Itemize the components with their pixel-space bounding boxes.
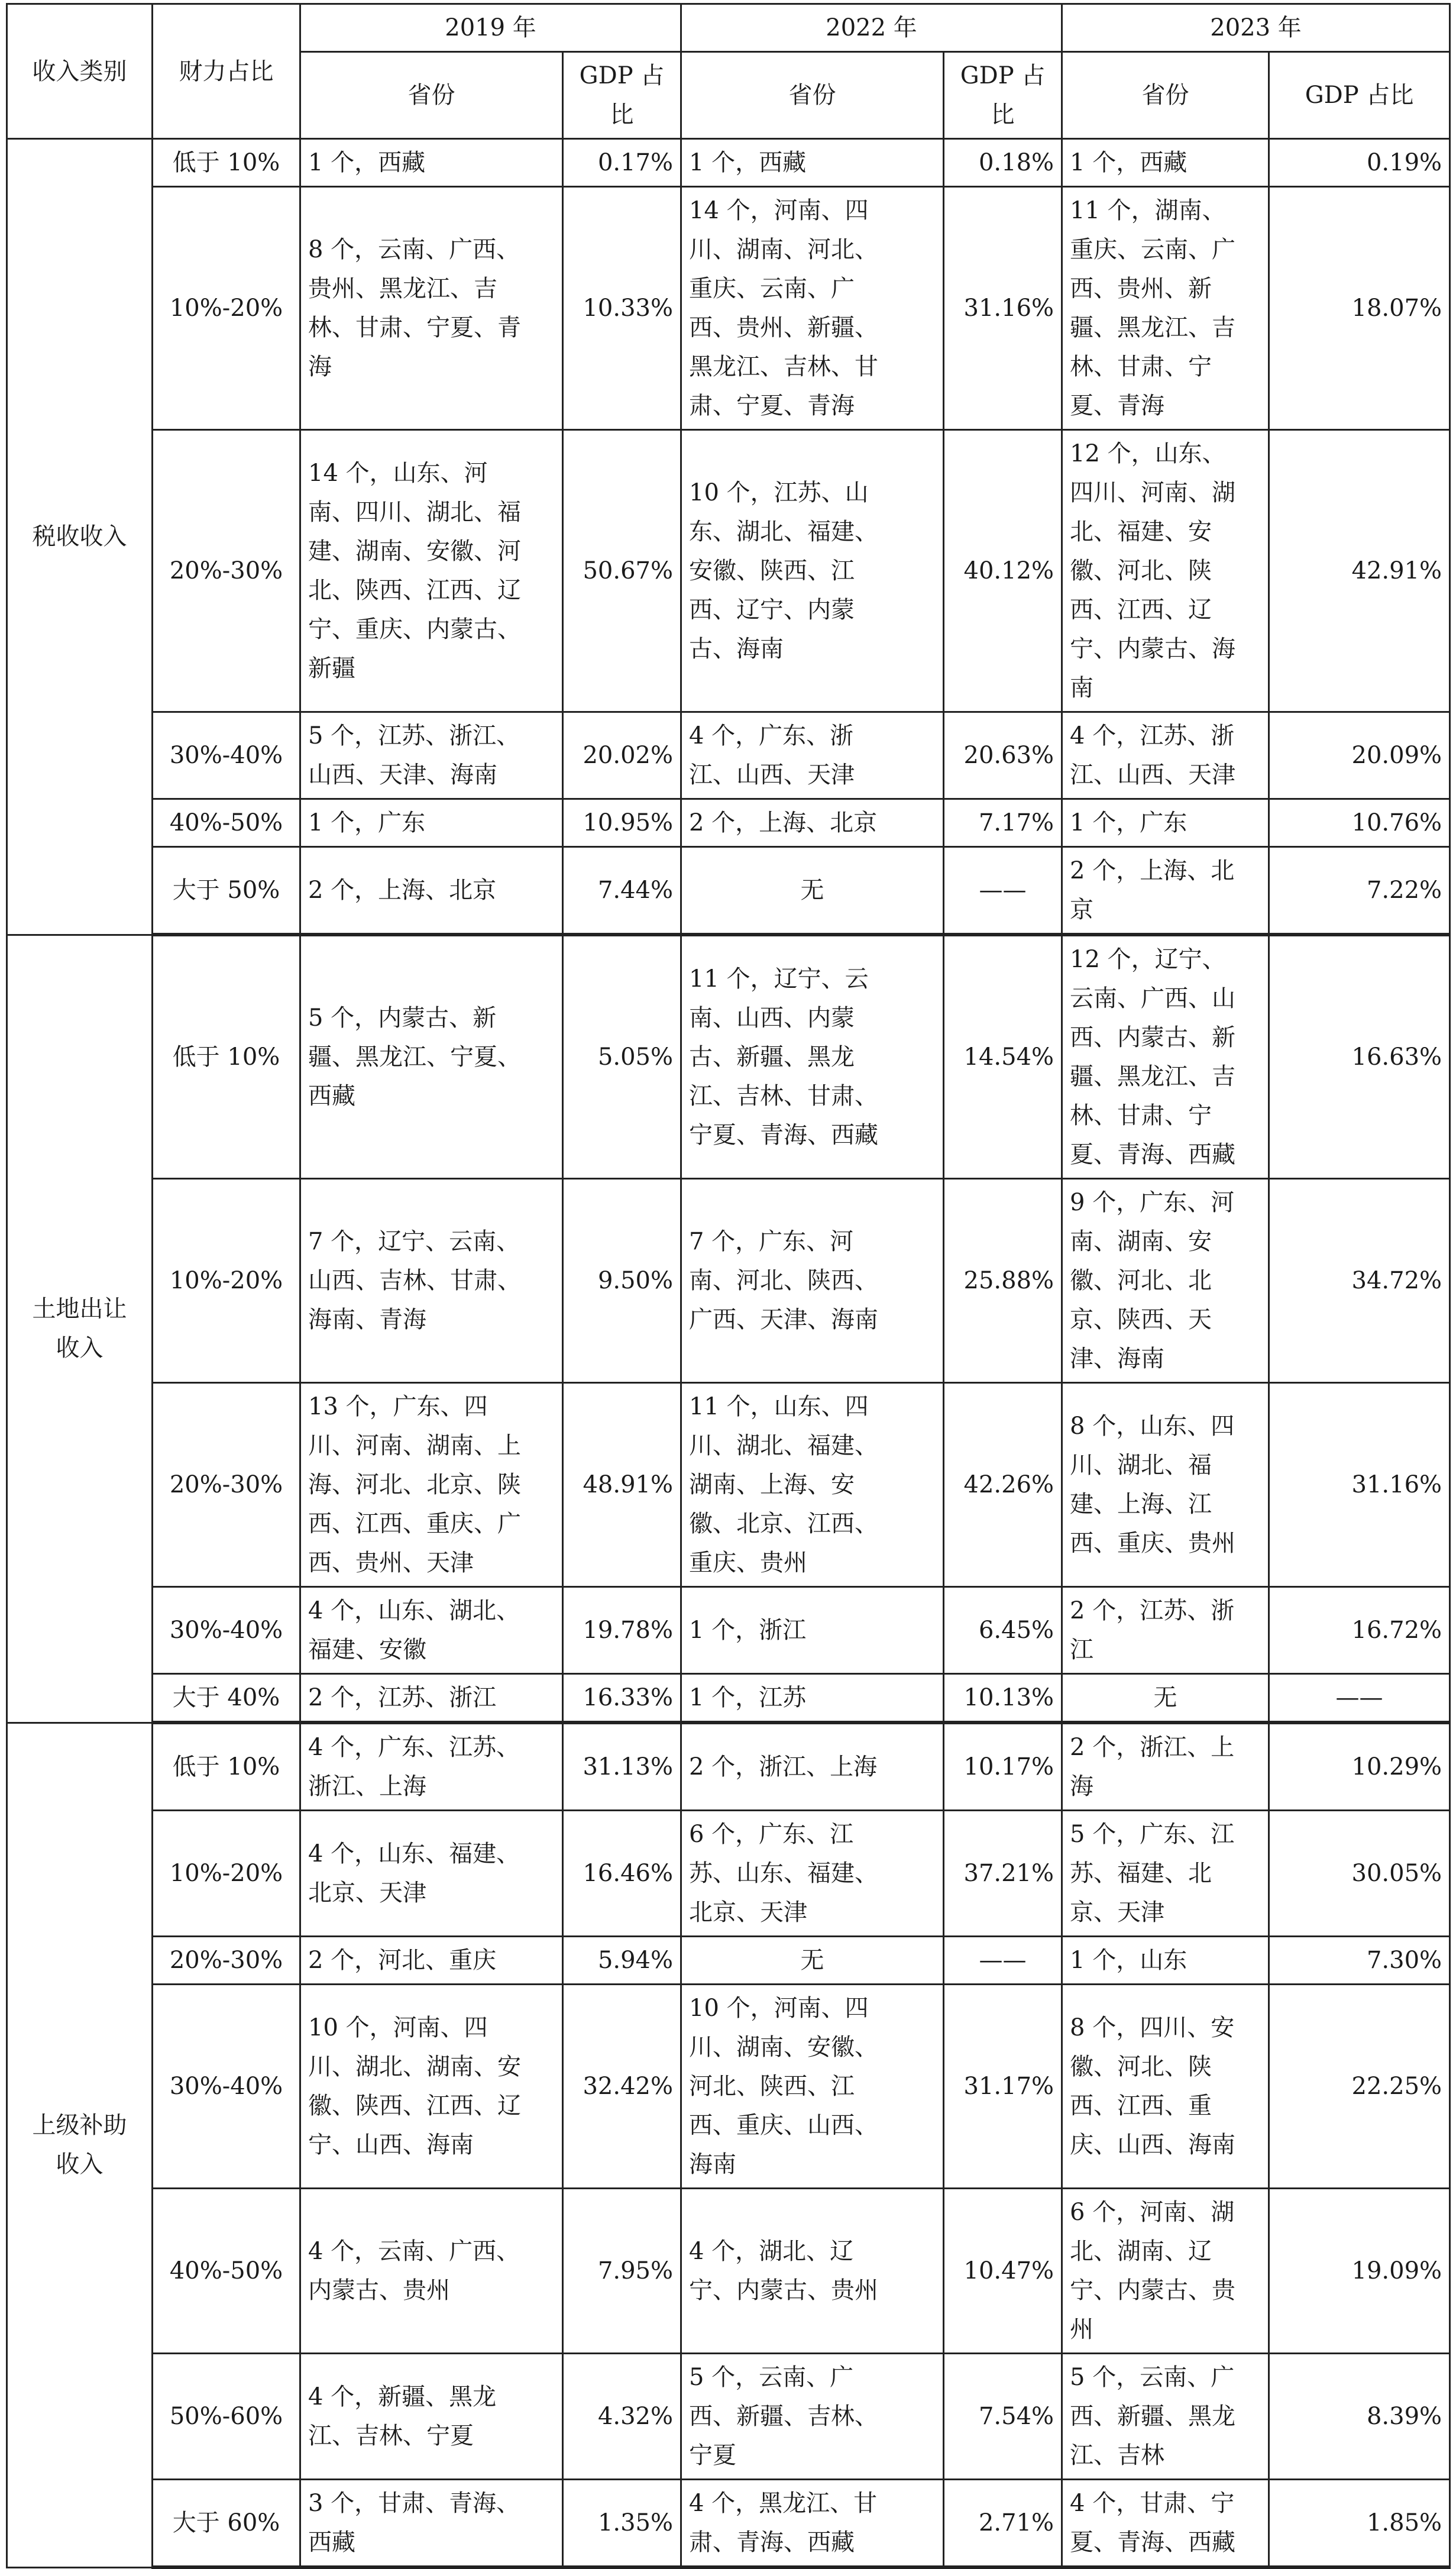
table-row bbox=[7, 139, 1450, 187]
province-list-2022: 1 个，江苏 bbox=[681, 1674, 944, 1723]
gdp-share-2019: 10.95% bbox=[563, 799, 681, 847]
gdp-share-2022: 10.17% bbox=[944, 1723, 1062, 1811]
province-list-2019: 1 个，广东 bbox=[300, 799, 563, 847]
province-list-2019: 4 个，新疆、黑龙 江、吉林、宁夏 bbox=[300, 2354, 563, 2480]
table-row bbox=[7, 799, 1450, 847]
header-province-2023: 省份 bbox=[1062, 52, 1269, 139]
header-province-2022: 省份 bbox=[681, 52, 944, 139]
ratio-range: 低于 10% bbox=[153, 1723, 300, 1811]
province-list-2019: 10 个，河南、四 川、湖北、湖南、安 徽、陕西、江西、辽 宁、山西、海南 bbox=[300, 1985, 563, 2189]
province-list-2023: 1 个，广东 bbox=[1062, 799, 1269, 847]
gdp-share-2022: 7.54% bbox=[944, 2354, 1062, 2480]
gdp-share-2022: 25.88% bbox=[944, 1179, 1062, 1383]
gdp-share-2019: 9.50% bbox=[563, 1179, 681, 1383]
header-province-2019: 省份 bbox=[300, 52, 563, 139]
header-row-years bbox=[7, 4, 1450, 52]
gdp-share-2019: 1.35% bbox=[563, 2480, 681, 2568]
table-row bbox=[7, 1587, 1450, 1674]
ratio-range: 低于 10% bbox=[153, 139, 300, 187]
gdp-share-2023: 22.25% bbox=[1269, 1985, 1450, 2189]
gdp-share-2023: 16.63% bbox=[1269, 935, 1450, 1179]
fiscal-table-container bbox=[6, 3, 1449, 2556]
gdp-share-2022: 40.12% bbox=[944, 430, 1062, 712]
province-list-2023: 5 个，广东、江 苏、福建、北 京、天津 bbox=[1062, 1811, 1269, 1937]
ratio-range: 30%-40% bbox=[153, 1985, 300, 2189]
gdp-share-2023: 1.85% bbox=[1269, 2480, 1450, 2568]
table-row bbox=[7, 712, 1450, 799]
gdp-share-2022: 20.63% bbox=[944, 712, 1062, 799]
table-row bbox=[7, 187, 1450, 430]
province-list-2022: 4 个，湖北、辽 宁、内蒙古、贵州 bbox=[681, 2189, 944, 2354]
gdp-share-2019: 0.17% bbox=[563, 139, 681, 187]
gdp-share-2022: 7.17% bbox=[944, 799, 1062, 847]
fiscal-revenue-table bbox=[6, 3, 1451, 2569]
province-list-2022: 14 个，河南、四 川、湖南、河北、 重庆、云南、广 西、贵州、新疆、 黑龙江、吉林、甘 肃、宁夏、青海 bbox=[681, 187, 944, 430]
gdp-share-2019: 16.33% bbox=[563, 1674, 681, 1723]
table-row bbox=[7, 935, 1450, 1179]
gdp-share-2019: 5.05% bbox=[563, 935, 681, 1179]
province-list-2022: 无 bbox=[681, 847, 944, 935]
gdp-share-2022: 0.18% bbox=[944, 139, 1062, 187]
province-list-2023: 1 个，西藏 bbox=[1062, 139, 1269, 187]
province-list-2019: 4 个，山东、福建、 北京、天津 bbox=[300, 1811, 563, 1937]
province-list-2022: 1 个，浙江 bbox=[681, 1587, 944, 1674]
table-row bbox=[7, 1383, 1450, 1587]
gdp-share-2023: 8.39% bbox=[1269, 2354, 1450, 2480]
province-list-2023: 9 个，广东、河 南、湖南、安 徽、河北、北 京、陕西、天 津、海南 bbox=[1062, 1179, 1269, 1383]
province-list-2022: 10 个，河南、四 川、湖南、安徽、 河北、陕西、江 西、重庆、山西、 海南 bbox=[681, 1985, 944, 2189]
category-label: 税收收入 bbox=[7, 139, 153, 935]
province-list-2023: 4 个，江苏、浙 江、山西、天津 bbox=[1062, 712, 1269, 799]
province-list-2022: 10 个，江苏、山 东、湖北、福建、 安徽、陕西、江 西、辽宁、内蒙 古、海南 bbox=[681, 430, 944, 712]
ratio-range: 20%-30% bbox=[153, 1937, 300, 1985]
ratio-range: 30%-40% bbox=[153, 1587, 300, 1674]
ratio-range: 大于 50% bbox=[153, 847, 300, 935]
ratio-range: 20%-30% bbox=[153, 430, 300, 712]
gdp-share-2022: 10.13% bbox=[944, 1674, 1062, 1723]
header-year-2022: 2022 年 bbox=[681, 4, 1062, 52]
header-year-2019: 2019 年 bbox=[300, 4, 681, 52]
gdp-share-2022: 10.47% bbox=[944, 2189, 1062, 2354]
category-label: 上级补助 收入 bbox=[7, 1723, 153, 2567]
table-body bbox=[7, 139, 1450, 2568]
province-list-2023: 2 个，上海、北 京 bbox=[1062, 847, 1269, 935]
ratio-range: 10%-20% bbox=[153, 1179, 300, 1383]
gdp-share-2022: 14.54% bbox=[944, 935, 1062, 1179]
table-row bbox=[7, 1674, 1450, 1723]
province-list-2019: 2 个，江苏、浙江 bbox=[300, 1674, 563, 1723]
gdp-share-2023: 19.09% bbox=[1269, 2189, 1450, 2354]
ratio-range: 10%-20% bbox=[153, 187, 300, 430]
province-list-2023: 无 bbox=[1062, 1674, 1269, 1723]
province-list-2019: 4 个，广东、江苏、 浙江、上海 bbox=[300, 1723, 563, 1811]
province-list-2019: 1 个，西藏 bbox=[300, 139, 563, 187]
table-row bbox=[7, 1811, 1450, 1937]
header-category: 收入类别 bbox=[7, 4, 153, 139]
province-list-2023: 12 个，辽宁、 云南、广西、山 西、内蒙古、新 疆、黑龙江、吉 林、甘肃、宁 夏、青海、西藏 bbox=[1062, 935, 1269, 1179]
province-list-2019: 8 个，云南、广西、 贵州、黑龙江、吉 林、甘肃、宁夏、青 海 bbox=[300, 187, 563, 430]
gdp-share-2023: 20.09% bbox=[1269, 712, 1450, 799]
province-list-2023: 8 个，四川、安 徽、河北、陕 西、江西、重 庆、山西、海南 bbox=[1062, 1985, 1269, 2189]
gdp-share-2023: 10.76% bbox=[1269, 799, 1450, 847]
ratio-range: 50%-60% bbox=[153, 2354, 300, 2480]
province-list-2022: 4 个，黑龙江、甘 肃、青海、西藏 bbox=[681, 2480, 944, 2568]
table-row bbox=[7, 2480, 1450, 2568]
header-year-2023: 2023 年 bbox=[1062, 4, 1450, 52]
province-list-2019: 5 个，江苏、浙江、 山西、天津、海南 bbox=[300, 712, 563, 799]
header-gdp-2023: GDP 占比 bbox=[1269, 52, 1450, 139]
gdp-share-2022: —— bbox=[944, 847, 1062, 935]
gdp-share-2023: 10.29% bbox=[1269, 1723, 1450, 1811]
province-list-2019: 2 个，河北、重庆 bbox=[300, 1937, 563, 1985]
gdp-share-2019: 19.78% bbox=[563, 1587, 681, 1674]
province-list-2023: 2 个，浙江、上 海 bbox=[1062, 1723, 1269, 1811]
table-row bbox=[7, 1937, 1450, 1985]
gdp-share-2023: 42.91% bbox=[1269, 430, 1450, 712]
province-list-2022: 无 bbox=[681, 1937, 944, 1985]
gdp-share-2019: 31.13% bbox=[563, 1723, 681, 1811]
province-list-2022: 1 个，西藏 bbox=[681, 139, 944, 187]
province-list-2019: 14 个，山东、河 南、四川、湖北、福 建、湖南、安徽、河 北、陕西、江西、辽 宁、重庆、内蒙古、 新疆 bbox=[300, 430, 563, 712]
province-list-2022: 2 个，浙江、上海 bbox=[681, 1723, 944, 1811]
ratio-range: 20%-30% bbox=[153, 1383, 300, 1587]
table-row bbox=[7, 2189, 1450, 2354]
gdp-share-2022: 6.45% bbox=[944, 1587, 1062, 1674]
gdp-share-2019: 20.02% bbox=[563, 712, 681, 799]
province-list-2022: 11 个，辽宁、云 南、山西、内蒙 古、新疆、黑龙 江、吉林、甘肃、 宁夏、青海、西藏 bbox=[681, 935, 944, 1179]
table-row bbox=[7, 847, 1450, 935]
province-list-2022: 6 个，广东、江 苏、山东、福建、 北京、天津 bbox=[681, 1811, 944, 1937]
province-list-2023: 12 个，山东、 四川、河南、湖 北、福建、安 徽、河北、陕 西、江西、辽 宁、内蒙古、海 南 bbox=[1062, 430, 1269, 712]
gdp-share-2019: 7.95% bbox=[563, 2189, 681, 2354]
province-list-2019: 4 个，山东、湖北、 福建、安徽 bbox=[300, 1587, 563, 1674]
province-list-2022: 11 个，山东、四 川、湖北、福建、 湖南、上海、安 徽、北京、江西、 重庆、贵州 bbox=[681, 1383, 944, 1587]
ratio-range: 大于 40% bbox=[153, 1674, 300, 1723]
province-list-2022: 2 个，上海、北京 bbox=[681, 799, 944, 847]
gdp-share-2023: 31.16% bbox=[1269, 1383, 1450, 1587]
gdp-share-2019: 5.94% bbox=[563, 1937, 681, 1985]
province-list-2019: 4 个，云南、广西、 内蒙古、贵州 bbox=[300, 2189, 563, 2354]
table-row bbox=[7, 1985, 1450, 2189]
province-list-2023: 2 个，江苏、浙 江 bbox=[1062, 1587, 1269, 1674]
gdp-share-2022: 31.17% bbox=[944, 1985, 1062, 2189]
province-list-2022: 5 个，云南、广 西、新疆、吉林、 宁夏 bbox=[681, 2354, 944, 2480]
gdp-share-2023: 0.19% bbox=[1269, 139, 1450, 187]
ratio-range: 低于 10% bbox=[153, 935, 300, 1179]
gdp-share-2023: 7.22% bbox=[1269, 847, 1450, 935]
header-gdp-2019: GDP 占比 bbox=[563, 52, 681, 139]
gdp-share-2019: 16.46% bbox=[563, 1811, 681, 1937]
ratio-range: 10%-20% bbox=[153, 1811, 300, 1937]
table-row bbox=[7, 1179, 1450, 1383]
gdp-share-2019: 32.42% bbox=[563, 1985, 681, 2189]
gdp-share-2022: 37.21% bbox=[944, 1811, 1062, 1937]
ratio-range: 40%-50% bbox=[153, 799, 300, 847]
gdp-share-2022: 2.71% bbox=[944, 2480, 1062, 2568]
ratio-range: 30%-40% bbox=[153, 712, 300, 799]
province-list-2022: 7 个，广东、河 南、河北、陕西、 广西、天津、海南 bbox=[681, 1179, 944, 1383]
province-list-2023: 8 个，山东、四 川、湖北、福 建、上海、江 西、重庆、贵州 bbox=[1062, 1383, 1269, 1587]
province-list-2019: 7 个，辽宁、云南、 山西、吉林、甘肃、 海南、青海 bbox=[300, 1179, 563, 1383]
gdp-share-2023: 34.72% bbox=[1269, 1179, 1450, 1383]
province-list-2023: 11 个，湖南、 重庆、云南、广 西、贵州、新 疆、黑龙江、吉 林、甘肃、宁 夏、青海 bbox=[1062, 187, 1269, 430]
gdp-share-2023: 30.05% bbox=[1269, 1811, 1450, 1937]
gdp-share-2023: 18.07% bbox=[1269, 187, 1450, 430]
province-list-2023: 5 个，云南、广 西、新疆、黑龙 江、吉林 bbox=[1062, 2354, 1269, 2480]
table-row bbox=[7, 2354, 1450, 2480]
header-ratio: 财力占比 bbox=[153, 4, 300, 139]
province-list-2019: 13 个，广东、四 川、河南、湖南、上 海、河北、北京、陕 西、江西、重庆、广 西、贵州、天津 bbox=[300, 1383, 563, 1587]
province-list-2019: 5 个，内蒙古、新 疆、黑龙江、宁夏、 西藏 bbox=[300, 935, 563, 1179]
gdp-share-2023: —— bbox=[1269, 1674, 1450, 1723]
gdp-share-2019: 10.33% bbox=[563, 187, 681, 430]
ratio-range: 40%-50% bbox=[153, 2189, 300, 2354]
gdp-share-2023: 16.72% bbox=[1269, 1587, 1450, 1674]
gdp-share-2022: 42.26% bbox=[944, 1383, 1062, 1587]
gdp-share-2019: 50.67% bbox=[563, 430, 681, 712]
gdp-share-2019: 7.44% bbox=[563, 847, 681, 935]
gdp-share-2022: 31.16% bbox=[944, 187, 1062, 430]
province-list-2022: 4 个，广东、浙 江、山西、天津 bbox=[681, 712, 944, 799]
province-list-2019: 2 个，上海、北京 bbox=[300, 847, 563, 935]
province-list-2019: 3 个，甘肃、青海、 西藏 bbox=[300, 2480, 563, 2568]
gdp-share-2019: 48.91% bbox=[563, 1383, 681, 1587]
gdp-share-2019: 4.32% bbox=[563, 2354, 681, 2480]
province-list-2023: 6 个，河南、湖 北、湖南、辽 宁、内蒙古、贵 州 bbox=[1062, 2189, 1269, 2354]
gdp-share-2023: 7.30% bbox=[1269, 1937, 1450, 1985]
category-label: 土地出让 收入 bbox=[7, 935, 153, 1723]
province-list-2023: 4 个，甘肃、宁 夏、青海、西藏 bbox=[1062, 2480, 1269, 2568]
ratio-range: 大于 60% bbox=[153, 2480, 300, 2568]
gdp-share-2022: —— bbox=[944, 1937, 1062, 1985]
table-row bbox=[7, 430, 1450, 712]
table-row bbox=[7, 1723, 1450, 1811]
header-gdp-2022: GDP 占比 bbox=[944, 52, 1062, 139]
province-list-2023: 1 个，山东 bbox=[1062, 1937, 1269, 1985]
